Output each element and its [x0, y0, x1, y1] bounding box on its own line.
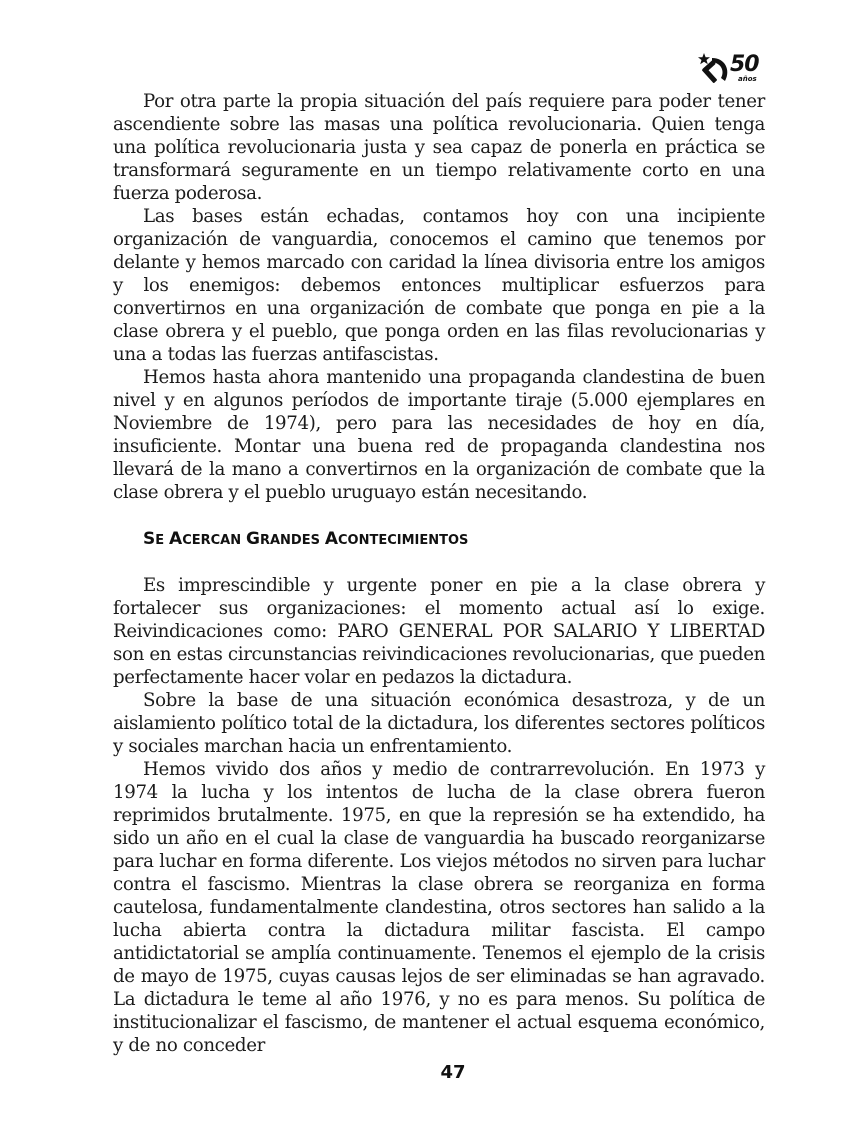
hammer-sickle-icon: [698, 52, 732, 86]
anniversary-logo: [698, 52, 768, 88]
paragraph: Hemos hasta ahora mantenido una propaganda clandestina de buen nivel y en algunos períodos de importante tiraje (5.000 ejemplares en Noviembre de 1974), pero para las necesidades de hoy en día, insuficiente. Montar una buena red de propaganda clandestina nos llevará de la mano a convertirnos en la organización de combate que la clase obrera y el pueblo uruguayo están necesitando.: [113, 367, 765, 503]
page-number: 47: [440, 1062, 466, 1083]
body-text: [113, 90, 765, 1057]
paragraph: Es imprescindible y urgente poner en pie a la clase obrera y fortalecer sus organizaciones: el momento actual así lo exige. Reivindicaciones como: PARO GENERAL POR SALARIO Y LIBERTAD son en estas circunstancias reivindicaciones revolucionarias, que pueden perfectamente hacer volar en pedazos la dictadura.: [113, 575, 765, 688]
logo-subtitle: años: [738, 75, 757, 83]
section-heading-text: SE ACERCAN GRANDES ACONTECIMIENTOS: [143, 529, 469, 549]
section-heading: [113, 527, 765, 551]
paragraph: Sobre la base de una situación económica desastroza, y de un aislamiento político total de la dictadura, los diferentes sectores políticos y sociales marchan hacia un enfrentamiento.: [113, 690, 765, 757]
paragraph: Hemos vivido dos años y medio de contrarrevolución. En 1973 y 1974 la lucha y los intentos de lucha de la clase obrera fueron reprimidos brutalmente. 1975, en que la represión se ha extendido, ha sido un año en el cual la clase de vanguardia ha buscado reorganizarse para luchar en forma diferente. Los viejos métodos no sirven para luchar contra el fascismo. Mientras la clase obrera se reorganiza en forma cautelosa, fundamentalmente clandestina, otros sectores han salido a la lucha abierta contra la dictadura militar fascista. El campo antidictatorial se amplía continuamente. Tenemos el ejemplo de la crisis de mayo de 1975, cuyas causas lejos de ser eliminadas se han agravado. La dictadura le teme al año 1976, y no es para menos. Su política de institucionalizar el fascismo, de mantener el actual esquema económico, y de no conceder: [113, 759, 765, 1056]
paragraph: Las bases están echadas, contamos hoy con una incipiente organización de vanguardia, conocemos el camino que tenemos por delante y hemos marcado con caridad la línea divisoria entre los amigos y los enemigos: debemos entonces multiplicar esfuerzos para convertirnos en una organización de combate que ponga en pie a la clase obrera y el pueblo, que ponga orden en las filas revolucionarias y una a todas las fuerzas antifascistas.: [113, 206, 765, 365]
paragraph: Por otra parte la propia situación del país requiere para poder tener ascendiente sobre las masas una política revolucionaria. Quien tenga una política revolucionaria justa y sea capaz de ponerla en práctica se transformará seguramente en un tiempo relativamente corto en una fuerza poderosa.: [113, 91, 765, 204]
logo-number: 50: [730, 52, 759, 77]
